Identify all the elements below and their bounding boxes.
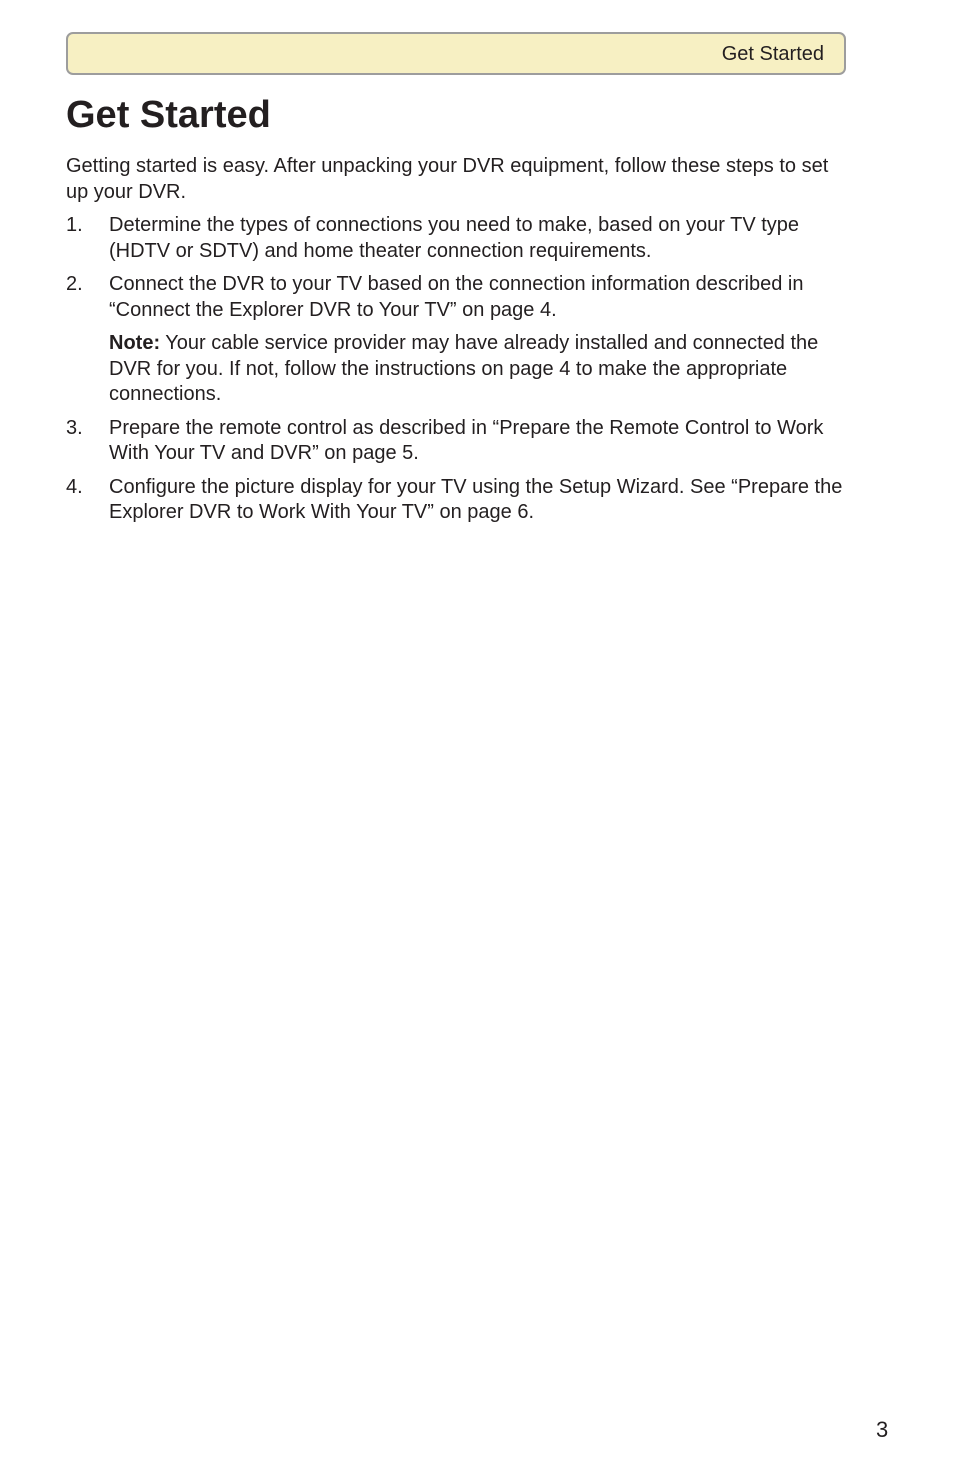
note-label: Note: (109, 332, 161, 354)
step-text: Connect the DVR to your TV based on the connection information described in “Connect the Explorer DVR to Your TV” on page 4. (109, 273, 804, 321)
intro-paragraph: Getting started is easy. After unpacking your DVR equipment, follow these steps to set up your DVR. (66, 155, 829, 203)
step-number: 2. (66, 273, 83, 295)
step-number: 4. (66, 475, 83, 498)
step-number: 3. (66, 416, 83, 439)
step-text: Determine the types of connections you need to make, based on your TV type (HDTV or SDTV) and home theater connection requirements. (109, 214, 800, 262)
step-item-2 (66, 272, 856, 408)
step-item-3 (66, 416, 856, 467)
step-text: Prepare the remote control as described in “Prepare the Remote Control to Work With Your TV and DVR” on page 5. (109, 416, 824, 464)
section-header-label: Get Started (721, 43, 824, 65)
note-paragraph (109, 331, 856, 408)
page-title: Get Started (66, 94, 271, 136)
page-content (66, 154, 856, 534)
step-item-4 (66, 475, 856, 526)
step-item-1 (66, 213, 856, 264)
step-number: 1. (66, 214, 83, 236)
steps-list (66, 213, 856, 526)
note-text: Your cable service provider may have already installed and connected the DVR for you. If not, follow the instructions on page 4 to make the appropriate connections. (109, 332, 819, 405)
page-number: 3 (876, 1417, 889, 1442)
step-text: Configure the picture display for your TV using the Setup Wizard. See “Prepare the Explorer DVR to Work With Your TV” on page 6. (109, 475, 843, 523)
section-header-bar (66, 32, 846, 75)
